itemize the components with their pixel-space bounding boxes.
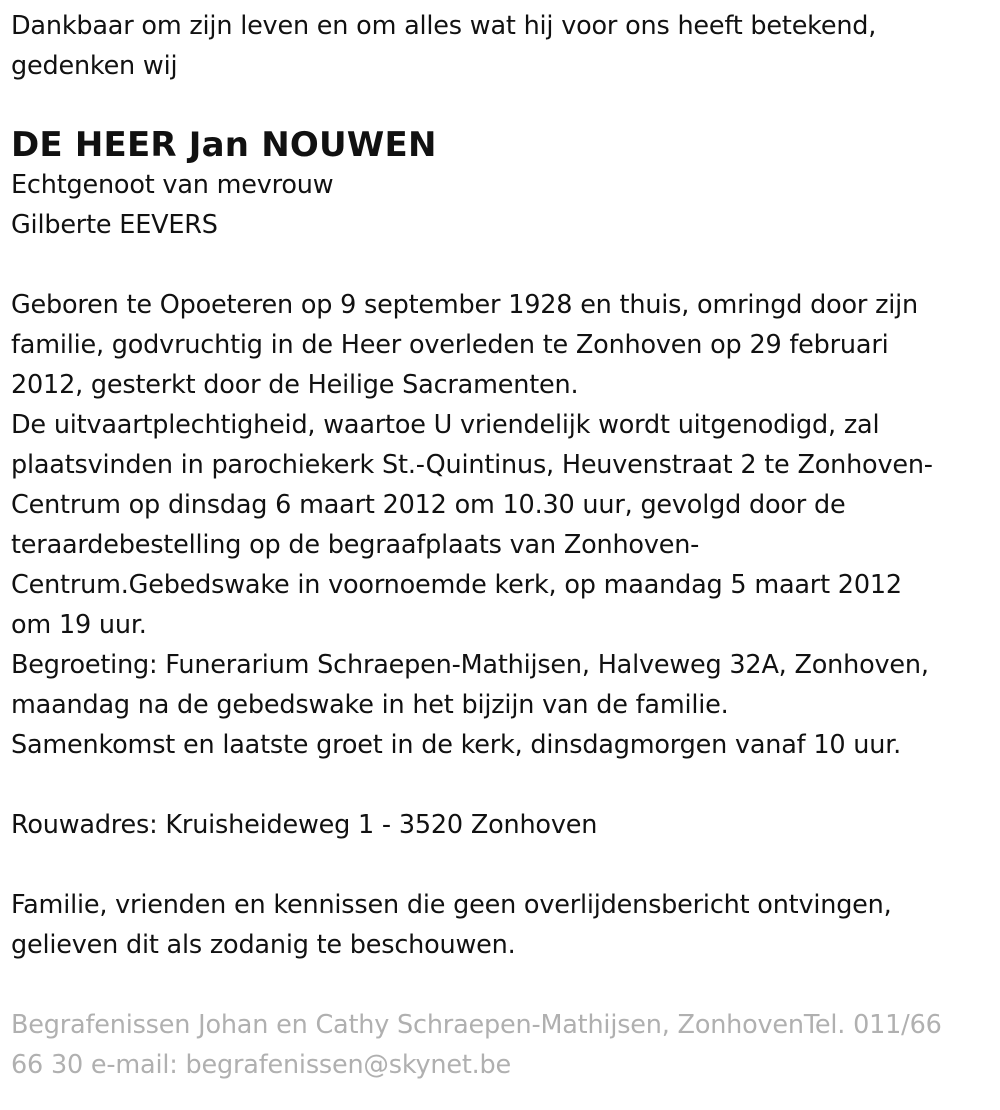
spacer <box>11 245 988 285</box>
spacer <box>11 965 988 1005</box>
closing-text: Familie, vrienden en kennissen die geen overlijdensbericht ontvingen, gelieven dit als zodanig te beschouwen. <box>11 890 892 960</box>
spacer <box>11 765 988 805</box>
spacer <box>11 845 988 885</box>
funeral-home-footer: Begrafenissen Johan en Cathy Schraepen-Mathijsen, ZonhovenTel. 011/66 66 30 e-mail: begrafenissen@skynet.be <box>11 1010 942 1080</box>
intro-text: Dankbaar om zijn leven en om alles wat hij voor ons heeft betekend, gedenken wij <box>11 11 877 81</box>
spouse-name: Gilberte EEVERS <box>11 210 218 240</box>
obituary-body: Geboren te Opoeteren op 9 september 1928 en thuis, omringd door zijn familie, godvruchtig in de Heer overleden te Zonhoven op 29 februari 2012, gesterkt door de Heilige Sacramenten. De uitvaartplechtigheid, waartoe U vriendelijk wordt uitgenodigd, zal plaatsvinden in parochiekerk St.-Quintinus, Heuvenstraat 2 te Zonhoven- Centrum op dinsdag 6 maart 2012 om 10.30 uur, gevolgd door de teraardebestelling op de begraafplaats van Zonhoven- Centrum.Gebedswake in voornoemde kerk, op maandag 5 maart 2012 om 19 uur. Begroeting: Funerarium Schraepen-Mathijsen, Halveweg 32A, Zonhoven, maandag na de gebedswake in het bijzijn van de familie. Samenkomst en laatste groet in de kerk, dinsdagmorgen vanaf 10 uur. <box>11 290 933 760</box>
deceased-name: DE HEER Jan NOUWEN <box>11 125 437 165</box>
spouse-label: Echtgenoot van mevrouw <box>11 170 334 200</box>
mourning-address: Rouwadres: Kruisheideweg 1 - 3520 Zonhoven <box>11 810 598 840</box>
